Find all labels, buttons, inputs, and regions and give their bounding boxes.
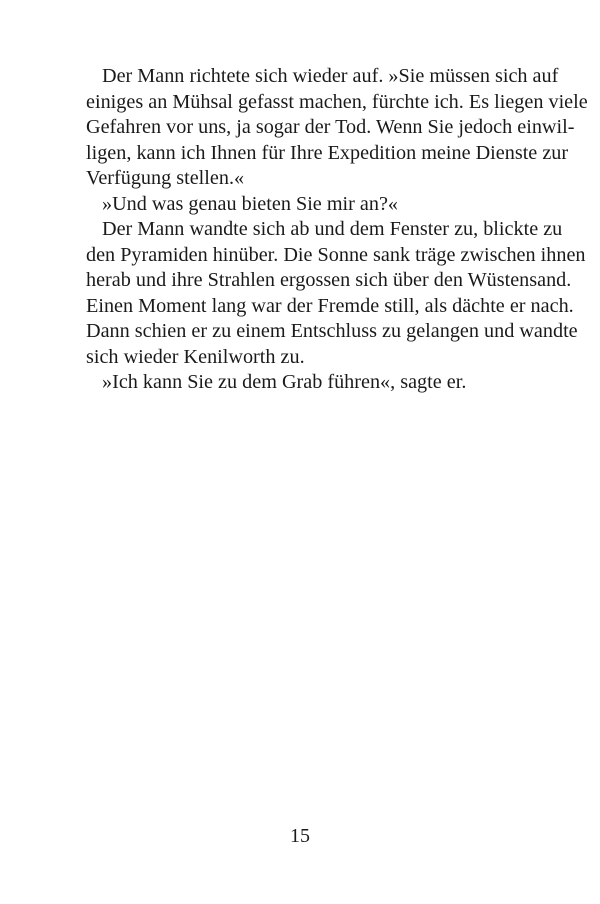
text-line: Gefahren vor uns, ja sogar der Tod. Wenn Sie jedoch einwil- xyxy=(86,116,575,138)
paragraph-2 xyxy=(70,192,544,218)
text-line: Dann schien er zu einem Entschluss zu gelangen und wandte xyxy=(86,320,578,342)
text-line: Verfügung stellen.« xyxy=(86,167,245,189)
text-line: einiges an Mühsal gefasst machen, fürchte ich. Es liegen viele xyxy=(86,90,588,113)
body-text xyxy=(70,64,588,396)
paragraph-3 xyxy=(70,217,586,370)
text-line: sich wieder Kenilworth zu. xyxy=(86,345,305,368)
text-line: Der Mann wandte sich ab und dem Fenster zu, blickte zu xyxy=(102,218,563,240)
text-line: ligen, kann ich Ihnen für Ihre Expedition meine Dienste zur xyxy=(86,141,569,164)
text-line: Der Mann richtete sich wieder auf. »Sie müssen sich auf xyxy=(102,65,559,87)
text-line: den Pyramiden hinüber. Die Sonne sank träge zwischen ihnen xyxy=(86,243,586,266)
paragraph-1 xyxy=(70,64,588,192)
text-line: »Ich kann Sie zu dem Grab führen«, sagte er. xyxy=(102,371,467,393)
text-line: Einen Moment lang war der Fremde still, als dächte er nach. xyxy=(86,294,574,317)
text-line: herab und ihre Strahlen ergossen sich über den Wüstensand. xyxy=(86,269,572,291)
page-number: 15 xyxy=(290,825,310,847)
text-line: »Und was genau bieten Sie mir an?« xyxy=(102,192,399,215)
paragraph-4 xyxy=(70,370,544,396)
